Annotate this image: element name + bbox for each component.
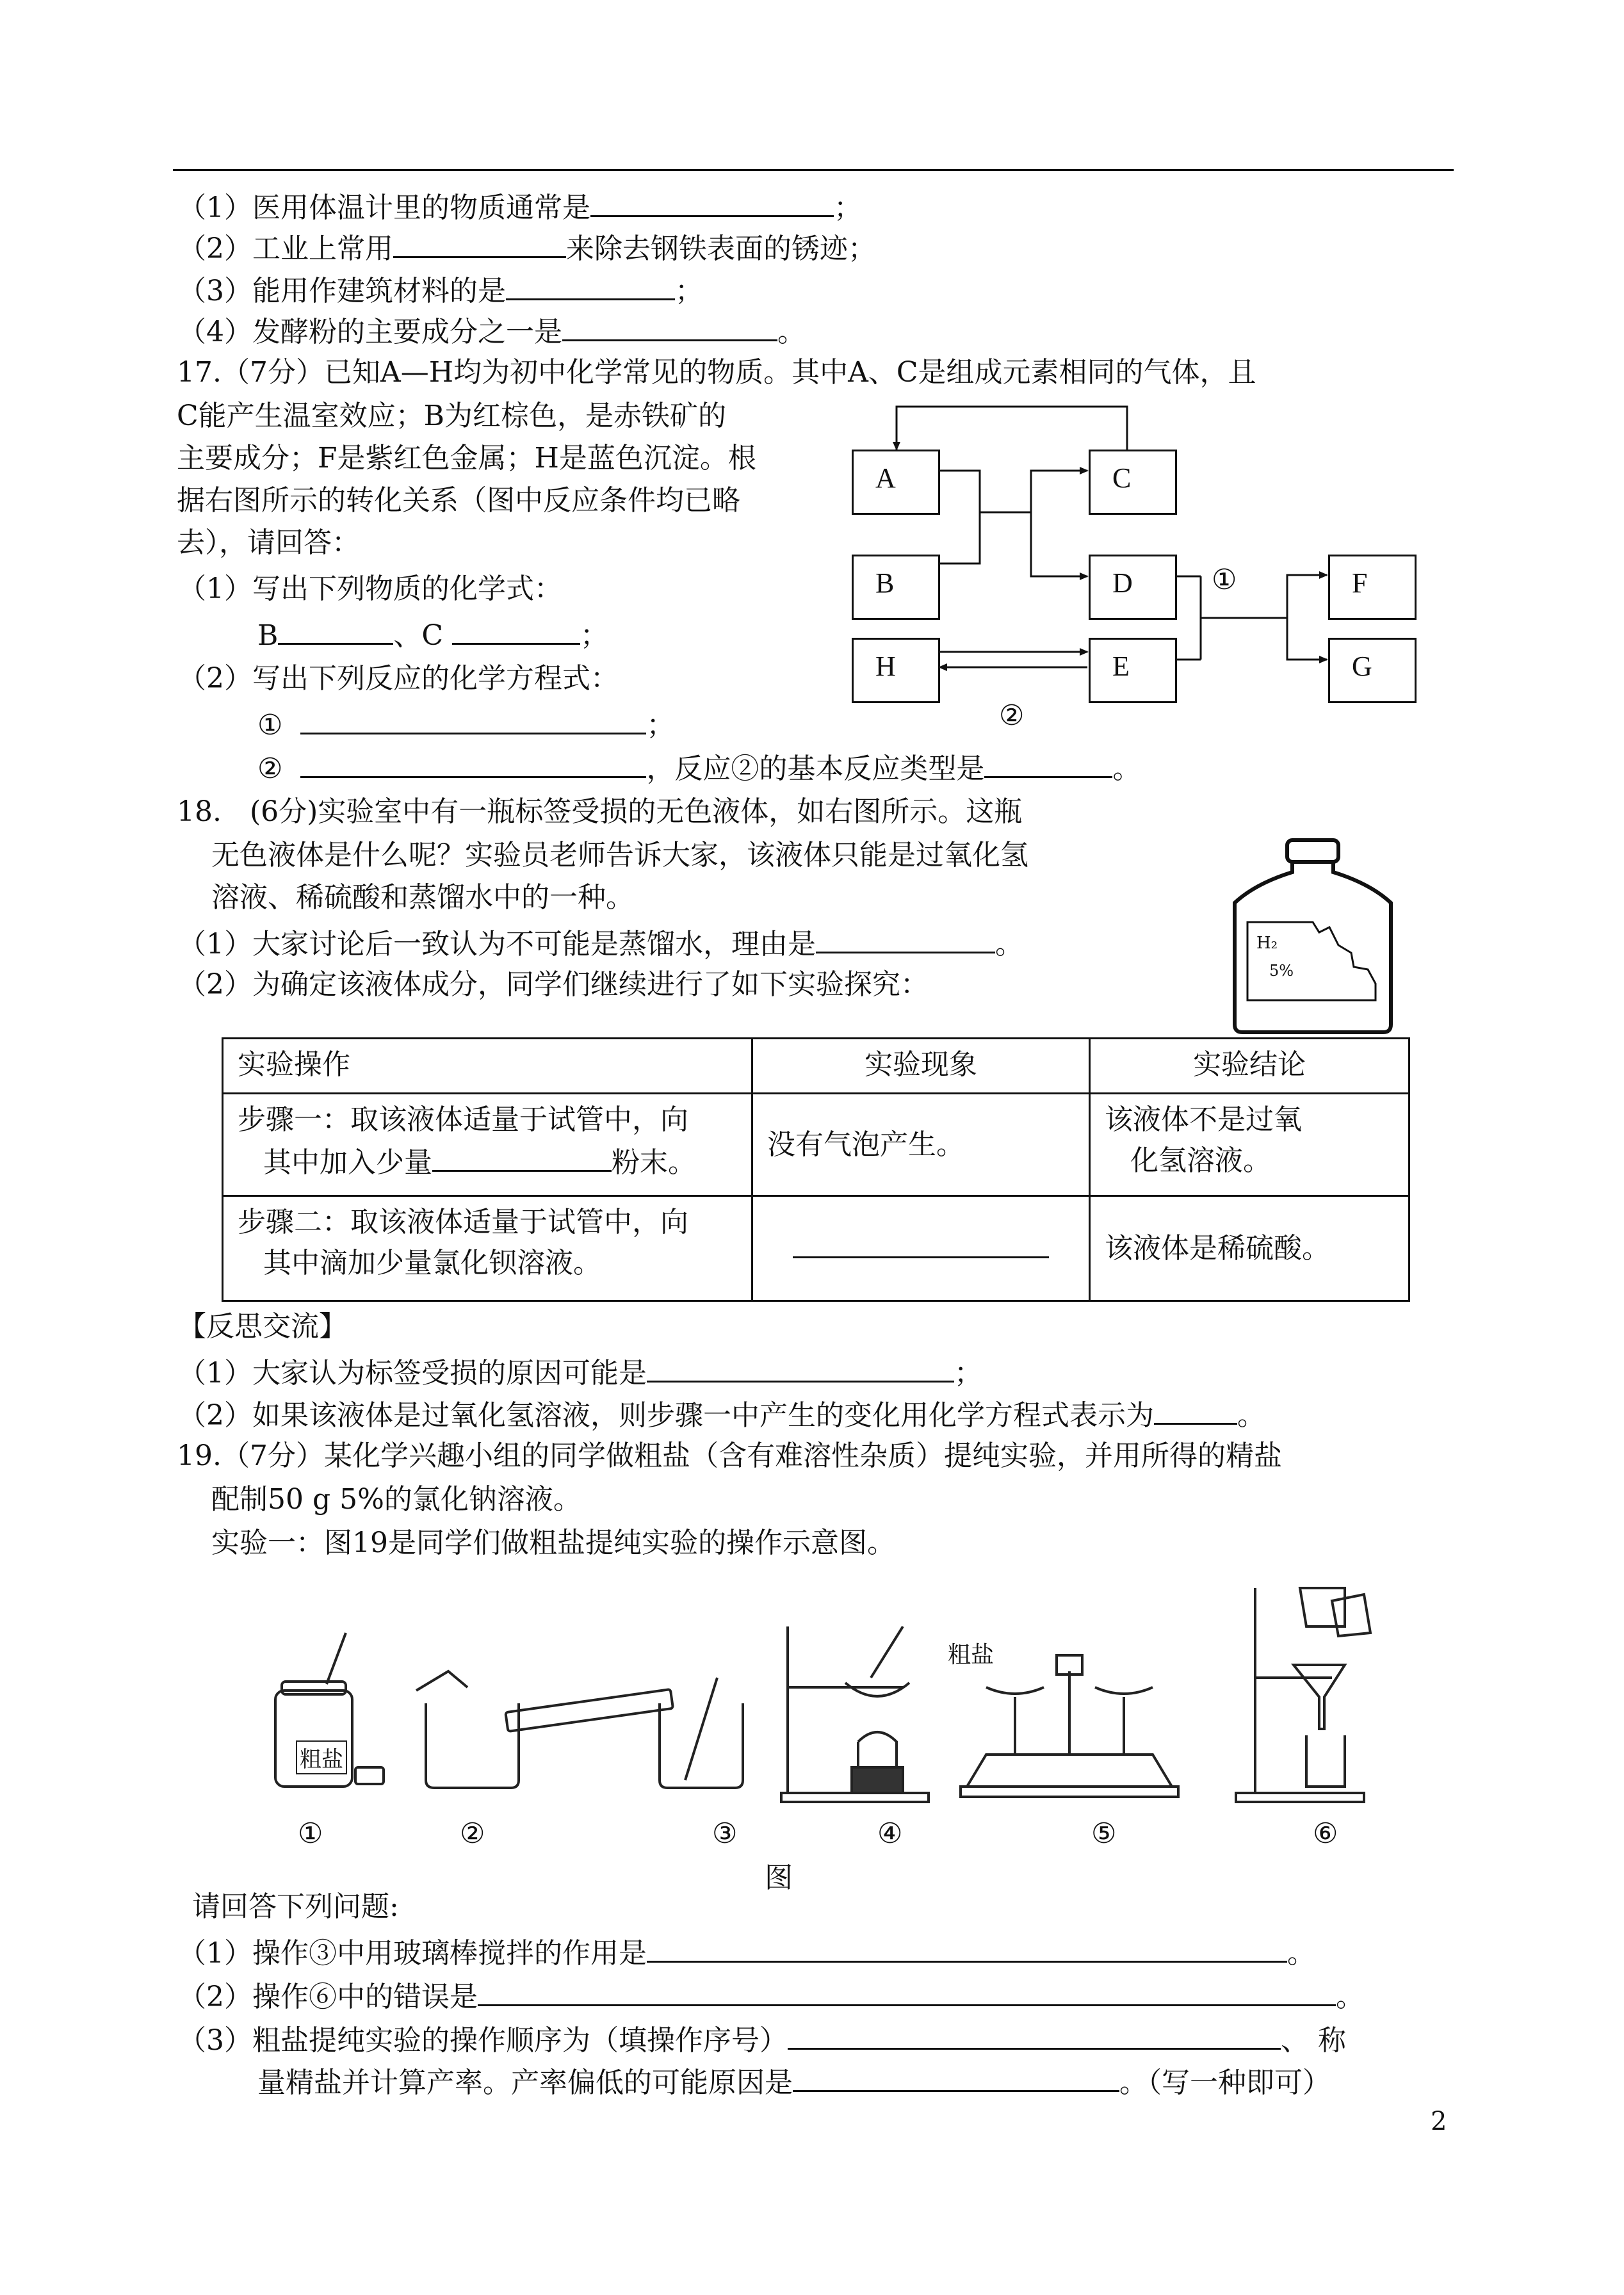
q16-item-2: （2）工业上常用 来除去钢铁表面的锈迹； xyxy=(178,227,876,268)
low-yield-blank[interactable] xyxy=(793,2061,1119,2092)
q19-line-3: 实验一：图19是同学们做粗盐提纯实验的操作示意图。 xyxy=(211,1527,895,1559)
formula-b-blank[interactable] xyxy=(278,613,393,645)
jar-label: 粗盐 xyxy=(296,1740,347,1774)
header-rule xyxy=(173,169,1454,171)
q16-item-4: （4）发酵粉的主要成分之一是 。 xyxy=(178,310,806,352)
answer-blank[interactable] xyxy=(562,310,777,341)
q19-sub-3: （3）粗盐提纯实验的操作顺序为（填操作序号） 、 称 xyxy=(178,2018,1346,2060)
q17-eq-2: ② ，反应②的基本反应类型是 。 xyxy=(257,747,1141,788)
eq2-blank[interactable] xyxy=(300,747,646,778)
q17-sub-1: （1）写出下列物质的化学式： xyxy=(178,572,562,605)
q18-sub-1: （1）大家讨论后一致认为不可能是蒸馏水，理由是 。 xyxy=(178,922,1023,964)
diagram-box-h: H xyxy=(852,638,940,703)
q16-item-1: （1）医用体温计里的物质通常是 ； xyxy=(178,186,862,227)
figure-label-6: ⑥ xyxy=(1313,1817,1338,1850)
page-number: 2 xyxy=(1431,2107,1447,2136)
header-conclusion: 实验结论 xyxy=(1090,1039,1409,1094)
q17-eq-1: ① ； xyxy=(257,703,674,745)
salt-purification-figure xyxy=(256,1575,1383,1825)
q19-sub-1: （1）操作③中用玻璃棒搅拌的作用是 。 xyxy=(178,1931,1315,1973)
error-blank[interactable] xyxy=(478,1975,1336,2006)
q18-line-3: 溶液、稀硫酸和蒸馏水中的一种。 xyxy=(211,881,634,914)
q17-line-1: 17.（7分）已知A—H均为初中化学常见的物质。其中A、C是组成元素相同的气体，且 xyxy=(177,356,1256,389)
eq1-blank[interactable] xyxy=(300,703,646,734)
q17-line-4: 据右图所示的转化关系（图中反应条件均已略 xyxy=(177,484,740,517)
bottle-label-percent: 5% xyxy=(1269,962,1294,980)
q18-line-1: 18. (6分)实验室中有一瓶标签受损的无色液体，如右图所示。这瓶 xyxy=(177,795,1023,828)
header-operation: 实验操作 xyxy=(223,1039,752,1094)
equation-blank[interactable] xyxy=(1154,1393,1237,1425)
diagram-label-1: ① xyxy=(1212,564,1237,596)
figure-label-1: ① xyxy=(298,1817,323,1850)
balance-label: 粗盐 xyxy=(948,1642,995,1668)
q19-sub-2: （2）操作⑥中的错误是 。 xyxy=(178,1975,1364,2016)
formula-c-blank[interactable] xyxy=(452,613,580,645)
figure-label-5: ⑤ xyxy=(1091,1817,1117,1850)
reagent-bottle xyxy=(1217,832,1409,1037)
diagram-label-2: ② xyxy=(999,699,1025,732)
table-row: 步骤一：取该液体适量于试管中，向 其中加入少量 粉末。 没有气泡产生。 该液体不是过氧 化氢溶液。 xyxy=(223,1094,1409,1196)
powder-blank[interactable] xyxy=(432,1140,612,1172)
experiment-table xyxy=(222,1037,1410,1302)
table-row: 步骤二：取该液体适量于试管中，向 其中滴加少量氯化钡溶液。 该液体是稀硫酸。 xyxy=(223,1196,1409,1301)
q19-sub-3b: 量精盐并计算产率。产率偏低的可能原因是 。（写一种即可） xyxy=(257,2061,1331,2102)
diagram-box-a: A xyxy=(852,450,940,515)
reflect-1: （1）大家认为标签受损的原因可能是 ； xyxy=(178,1351,982,1393)
q18-sub-2: （2）为确定该液体成分，同学们继续进行了如下实验探究： xyxy=(178,968,929,1001)
q19-line-1: 19.（7分）某化学兴趣小组的同学做粗盐（含有难溶性杂质）提纯实验，并用所得的精盐 xyxy=(177,1439,1282,1472)
stir-purpose-blank[interactable] xyxy=(647,1931,1287,1963)
label-damage-blank[interactable] xyxy=(647,1351,954,1383)
reflect-title: 【反思交流】 xyxy=(178,1310,347,1343)
figure-label-3: ③ xyxy=(712,1817,738,1850)
figure-label-4: ④ xyxy=(877,1817,903,1850)
q18-line-2: 无色液体是什么呢？实验员老师告诉大家，该液体只能是过氧化氢 xyxy=(211,839,1028,872)
bottle-label-formula: H₂ xyxy=(1256,934,1278,953)
q16-item-3: （3）能用作建筑材料的是 ； xyxy=(178,269,703,311)
figure-caption: 图 xyxy=(765,1861,793,1894)
answer-blank[interactable] xyxy=(393,227,566,258)
reason-blank[interactable] xyxy=(816,922,995,953)
diagram-box-c: C xyxy=(1089,450,1177,515)
diagram-box-f: F xyxy=(1328,555,1417,620)
diagram-box-g: G xyxy=(1328,638,1417,703)
diagram-box-d: D xyxy=(1089,555,1177,620)
q17-line-2: C能产生温室效应；B为红棕色，是赤铁矿的 xyxy=(177,400,726,432)
reflect-2: （2）如果该液体是过氧化氢溶液，则步骤一中产生的变化用化学方程式表示为 。 xyxy=(178,1393,1265,1435)
diagram-box-b: B xyxy=(852,555,940,620)
diagram-box-e: E xyxy=(1089,638,1177,703)
answer-blank[interactable] xyxy=(590,186,834,217)
q17-sub-2: （2）写出下列反应的化学方程式： xyxy=(178,662,619,695)
q19-line-2: 配制50 g 5%的氯化钠溶液。 xyxy=(211,1483,581,1516)
phenomenon-blank[interactable] xyxy=(793,1227,1049,1258)
answer-blank[interactable] xyxy=(506,269,675,300)
figure-label-2: ② xyxy=(460,1817,485,1850)
q17-line-3: 主要成分；F是紫红色金属；H是蓝色沉淀。根 xyxy=(177,442,756,474)
order-blank[interactable] xyxy=(788,2018,1281,2050)
q17-formula-line: B 、C ； xyxy=(257,613,608,655)
reaction-type-blank[interactable] xyxy=(984,747,1112,778)
header-phenomenon: 实验现象 xyxy=(752,1039,1090,1094)
q19-ask: 请回答下列问题: xyxy=(192,1890,399,1923)
q17-line-5: 去），请回答： xyxy=(177,526,360,559)
